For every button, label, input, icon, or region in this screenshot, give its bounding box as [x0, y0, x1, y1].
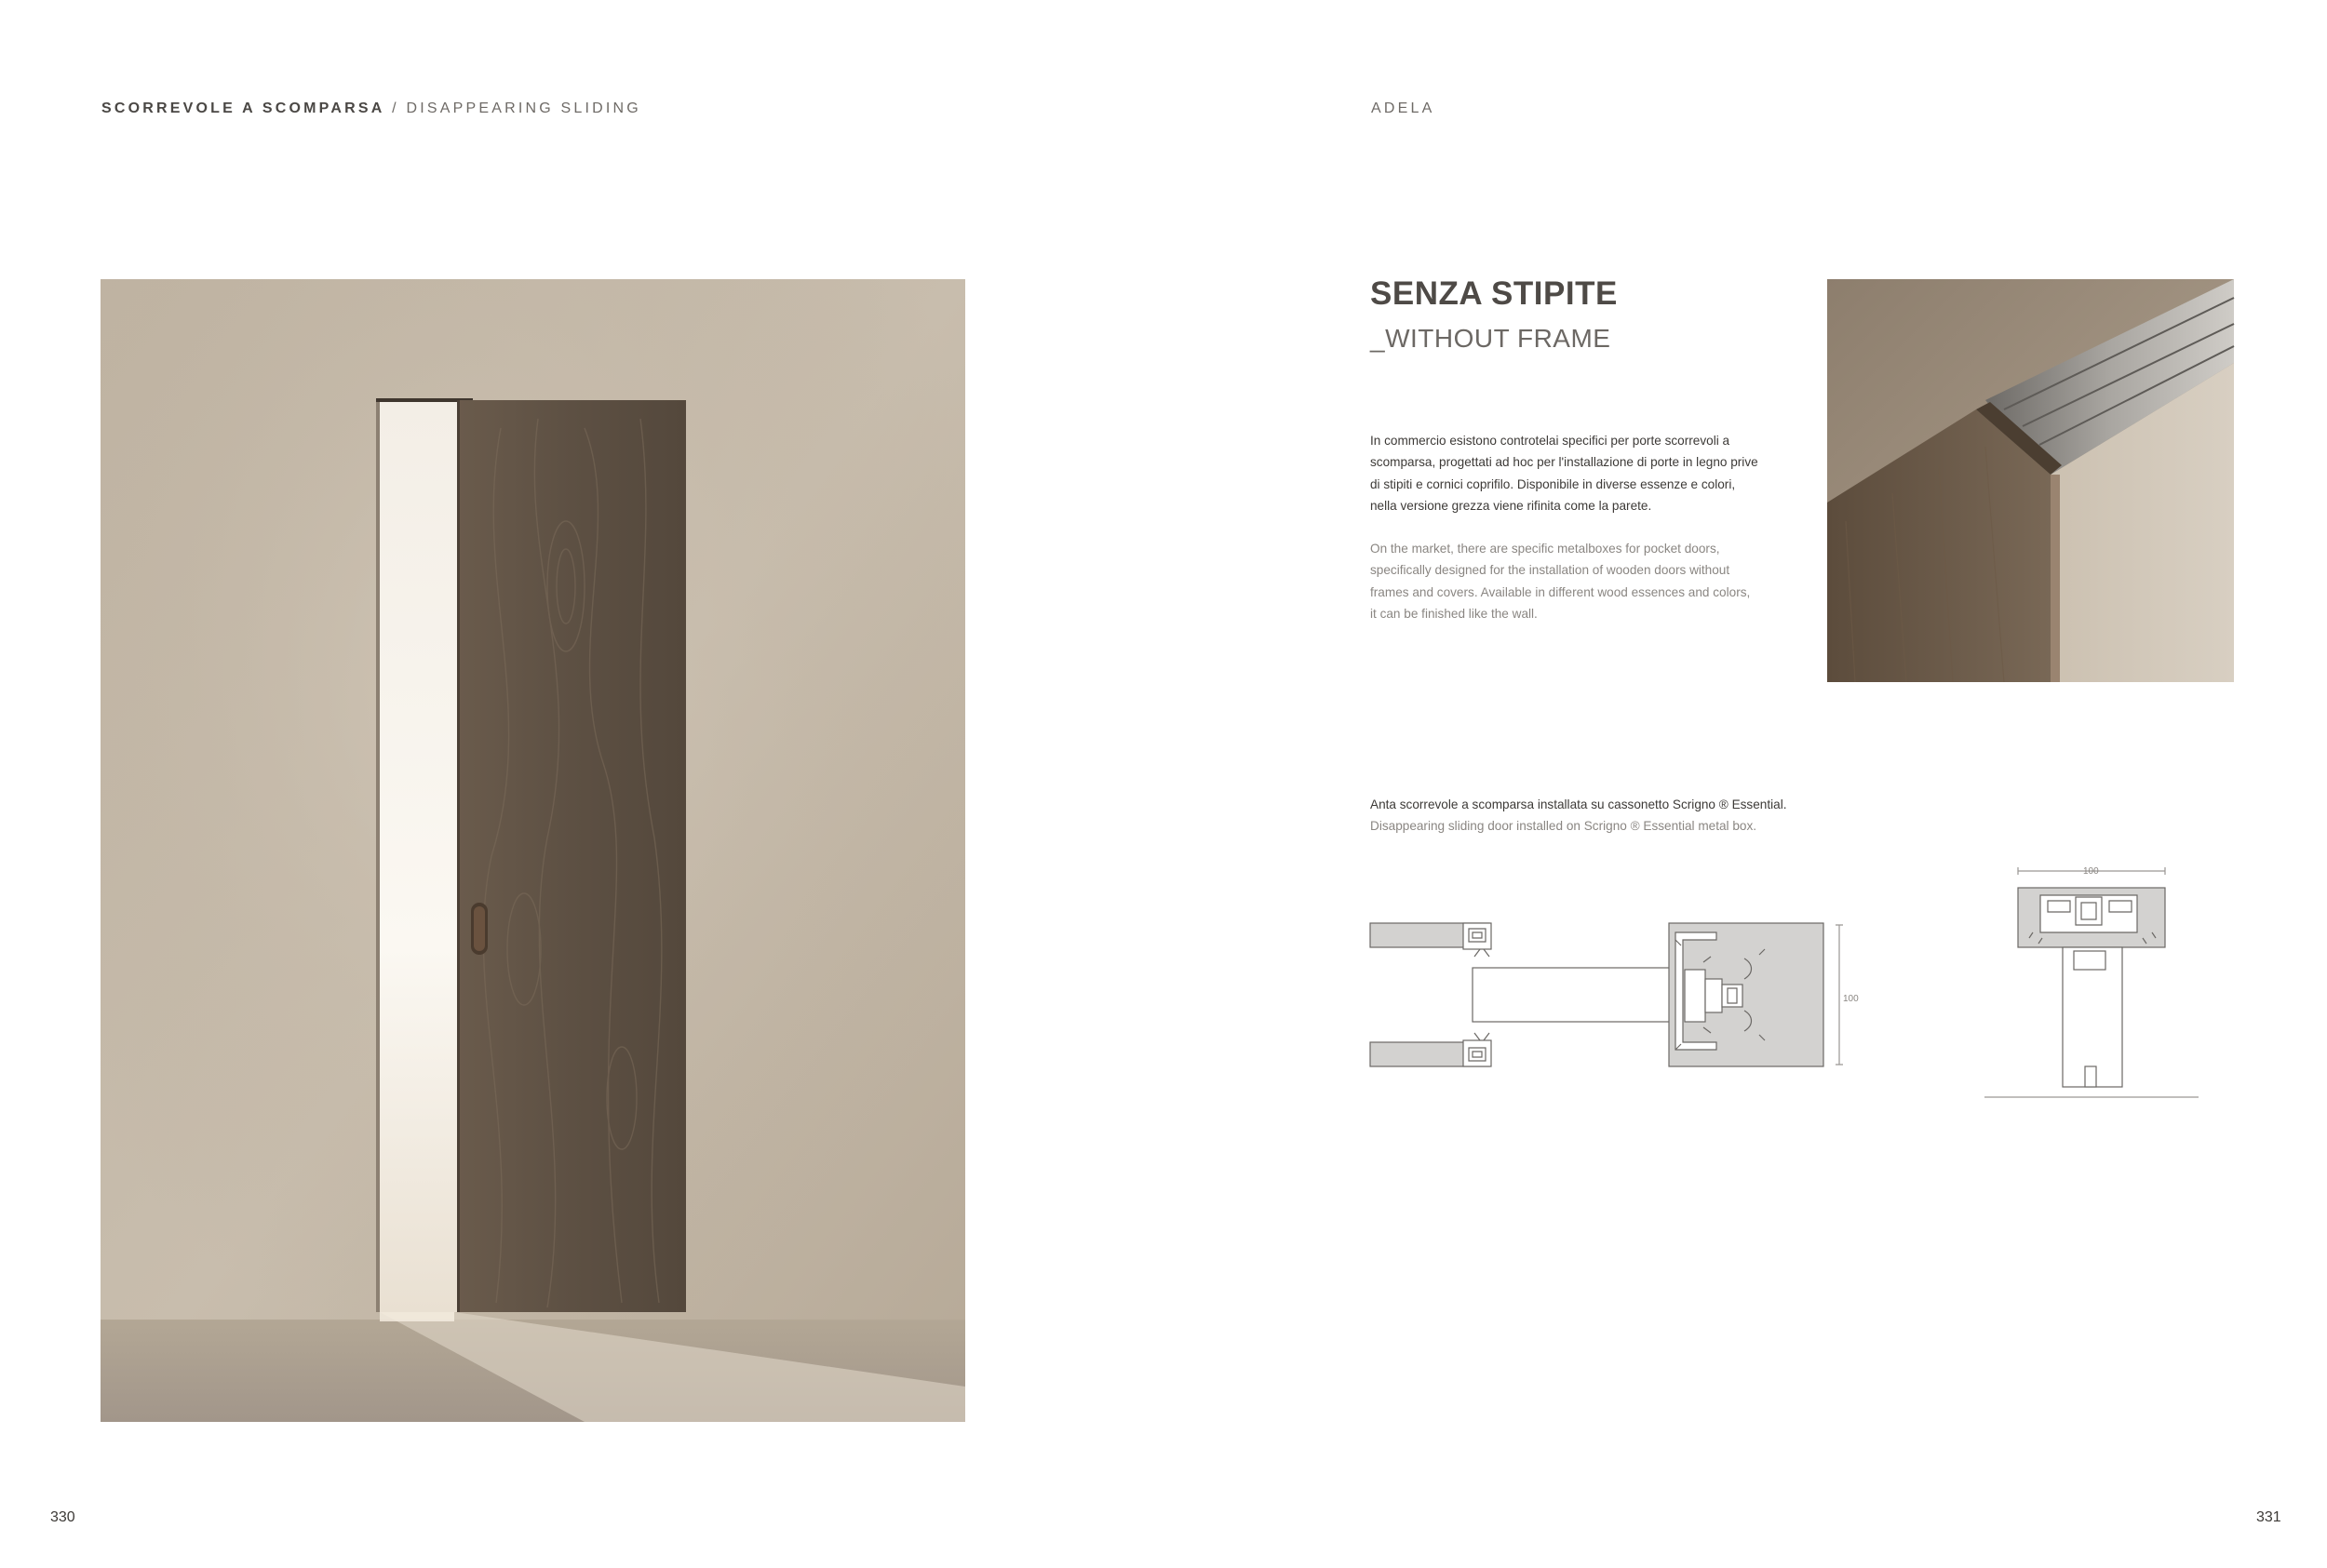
section-dimension-label: 100 — [2083, 866, 2099, 877]
description-english-line: specifically designed for the installation of wooden doors without — [1370, 563, 1730, 578]
vertical-section-drawing — [1983, 860, 2206, 1111]
plan-dimension-label: 100 — [1843, 994, 1859, 1004]
description-english — [1370, 538, 1798, 625]
caption-english: Disappearing sliding door installed on Scrigno ® Essential metal box. — [1370, 819, 1757, 833]
section-header — [101, 101, 641, 117]
door-photo — [101, 279, 965, 1422]
description-italian-line: In commercio esistono controtelai specifici per porte scorrevoli a — [1370, 434, 1730, 448]
plan-section-drawing — [1368, 918, 1859, 1076]
caption-italian: Anta scorrevole a scomparsa installata su cassonetto Scrigno ® Essential. — [1370, 797, 1787, 811]
description-italian — [1370, 430, 1798, 517]
section-title: SENZA STIPITE — [1370, 275, 1618, 312]
section-header-separator: / — [384, 101, 407, 116]
vertical-section-svg — [1983, 860, 2206, 1111]
door-photo-illustration — [101, 279, 965, 1422]
section-header-light: DISAPPEARING SLIDING — [406, 101, 641, 116]
description-english-line: On the market, there are specific metalboxes for pocket doors, — [1370, 542, 1720, 556]
description-english-line: it can be finished like the wall. — [1370, 607, 1538, 622]
product-name-header: ADELA — [1371, 101, 1435, 116]
section-subtitle: _WITHOUT FRAME — [1370, 324, 1611, 353]
description-italian-line: di stipiti e cornici coprifilo. Disponibile in diverse essenze e colori, — [1370, 476, 1736, 491]
description-italian-line: nella versione grezza viene rifinita come la parete. — [1370, 499, 1652, 514]
page-number-right: 331 — [2256, 1509, 2281, 1525]
description-english-line: frames and covers. Available in different wood essences and colors, — [1370, 584, 1751, 599]
description-italian-line: scomparsa, progettati ad hoc per l'installazione di porte in legno prive — [1370, 455, 1758, 470]
frame-detail-photo — [1827, 279, 2234, 682]
frame-detail-illustration — [1827, 279, 2234, 682]
page-number-left: 330 — [50, 1509, 75, 1525]
section-header-bold: SCORREVOLE A SCOMPARSA — [101, 101, 385, 116]
plan-section-svg — [1368, 918, 1859, 1076]
